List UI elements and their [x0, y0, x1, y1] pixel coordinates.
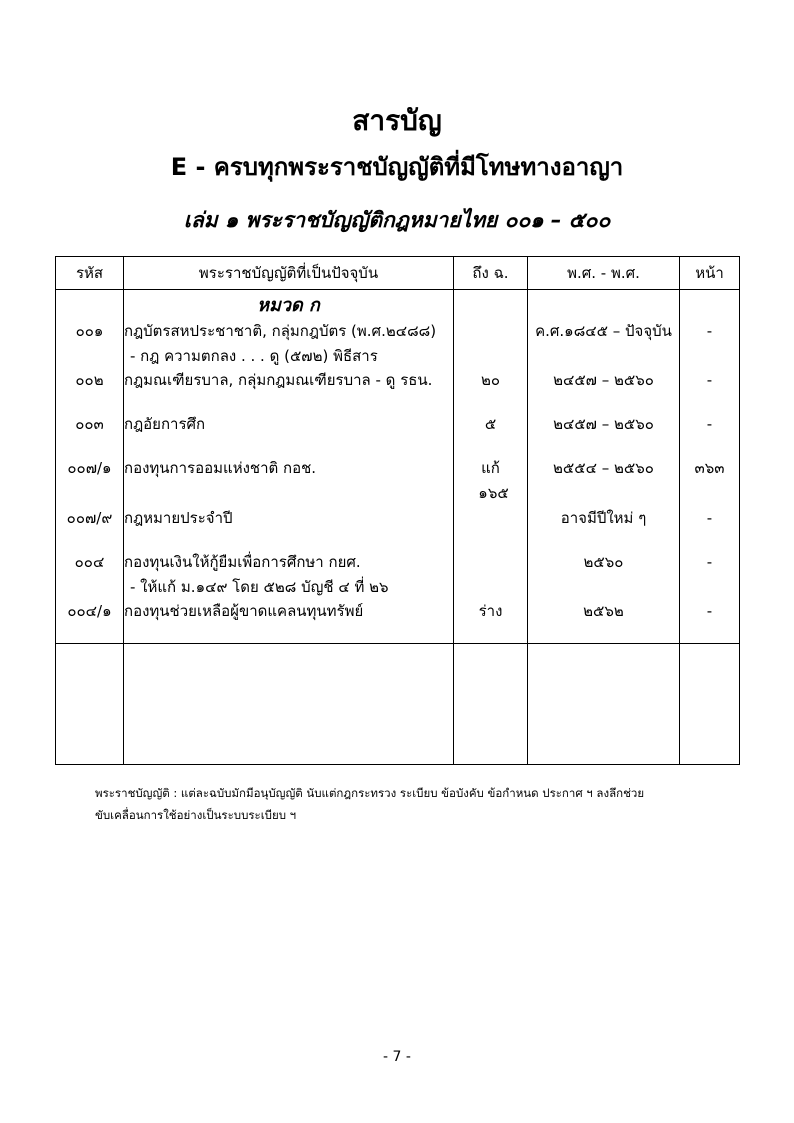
table-row — [56, 368, 740, 412]
table-header-row — [56, 256, 740, 289]
column-header-code: รหัส — [56, 256, 124, 289]
section-years-cell — [528, 289, 680, 319]
row-upto — [454, 319, 528, 369]
row-years: ๒๔๕๗ – ๒๕๖๐ — [528, 368, 680, 412]
row-upto — [454, 456, 528, 506]
row-years: ๒๕๖๒ — [528, 599, 680, 644]
empty-years-cell — [528, 644, 680, 765]
row-page: - — [680, 599, 740, 644]
row-page: ๓๖๓ — [680, 456, 740, 506]
empty-page-cell — [680, 644, 740, 765]
table-row — [56, 456, 740, 506]
row-upto: ร่าง — [454, 599, 528, 644]
row-upto-line2: ๑๖๕ — [478, 484, 509, 503]
row-upto-line1: แก้ — [481, 459, 500, 478]
row-years: ค.ศ.๑๘๔๕ – ปัจจุบัน — [528, 319, 680, 369]
column-header-years: พ.ศ. - พ.ศ. — [528, 256, 680, 289]
empty-upto-cell — [454, 644, 528, 765]
document-subtitle: E - ครบทุกพระราชบัญญัติที่มีโทษทางอาญา — [170, 153, 624, 181]
row-code: ๐๐๓ — [56, 412, 124, 456]
row-name-line1: กองทุนเงินให้กู้ยืมเพื่อการศึกษา กยศ. — [124, 552, 361, 571]
volume-heading: เล่ม ๑ พระราชบัญญัติกฎหมายไทย ๐๐๑ – ๕๐๐ — [183, 208, 611, 233]
empty-code-cell — [56, 644, 124, 765]
row-upto: ๕ — [454, 412, 528, 456]
row-name — [124, 319, 454, 369]
column-header-name: พระราชบัญญัติที่เป็นปัจจุบัน — [124, 256, 454, 289]
row-page: - — [680, 550, 740, 600]
row-name-line2: - ให้แก้ ม.๑๔๙ โดย ๕๒๘ บัญชี ๔ ที่ ๒๖ — [130, 577, 389, 596]
row-name — [124, 599, 454, 644]
footnote-line-2: ขับเคลื่อนการใช้อย่างเป็นระบบระเบียบ ฯ — [95, 808, 297, 823]
row-upto: ๒๐ — [454, 368, 528, 412]
row-years: ๒๕๖๐ — [528, 550, 680, 600]
footnote — [55, 783, 739, 827]
row-code: ๐๐๔ — [56, 550, 124, 600]
row-name — [124, 550, 454, 600]
row-name-line1: กฎหมายประจำปี — [124, 508, 233, 527]
page-title: สารบัญ — [352, 104, 442, 137]
row-years: อาจมีปีใหม่ ๆ — [528, 506, 680, 550]
row-page: - — [680, 412, 740, 456]
section-page-cell — [680, 289, 740, 319]
row-name — [124, 368, 454, 412]
title-block — [55, 0, 739, 238]
row-upto — [454, 506, 528, 550]
row-code: ๐๐๒ — [56, 368, 124, 412]
table-row — [56, 319, 740, 369]
row-page: - — [680, 319, 740, 369]
table-row — [56, 412, 740, 456]
section-code-cell — [56, 289, 124, 319]
column-header-page: หน้า — [680, 256, 740, 289]
section-title: หมวด ก — [124, 289, 454, 319]
row-code: ๐๐๔/๑ — [56, 599, 124, 644]
row-years: ๒๔๕๗ – ๒๕๖๐ — [528, 412, 680, 456]
table-row — [56, 599, 740, 644]
page-number: - 7 - — [383, 1049, 411, 1065]
row-upto — [454, 550, 528, 600]
row-name — [124, 456, 454, 506]
table-empty-space — [56, 644, 740, 765]
row-code: ๐๐๑ — [56, 319, 124, 369]
row-years: ๒๕๕๔ – ๒๕๖๐ — [528, 456, 680, 506]
row-name-line1: กองทุนช่วยเหลือผู้ขาดแคลนทุนทรัพย์ — [124, 602, 364, 621]
row-code: ๐๐๗/๙ — [56, 506, 124, 550]
row-name — [124, 506, 454, 550]
row-name-line2: - กฎ ความตกลง . . . ดู (๕๗๒) พิธีสาร — [130, 346, 378, 365]
column-header-upto: ถึง ฉ. — [454, 256, 528, 289]
row-name-line1: กองทุนการออมแห่งชาติ กอช. — [124, 459, 317, 478]
section-header-row — [56, 289, 740, 319]
footnote-line-1: พระราชบัญญัติ : แต่ละฉบับมักมีอนุบัญญัติ นับแต่กฎกระทรวง ระเบียบ ข้อบังคับ ข้อกำหนด ประกาศ ฯ ลงลึกช่วย — [95, 786, 645, 801]
row-page: - — [680, 368, 740, 412]
row-name — [124, 412, 454, 456]
row-code: ๐๐๗/๑ — [56, 456, 124, 506]
empty-name-cell — [124, 644, 454, 765]
row-name-line1: กฎมณเฑียรบาล, กลุ่มกฎมณเฑียรบาล - ดู รธน. — [124, 371, 433, 390]
section-upto-cell — [454, 289, 528, 319]
row-page: - — [680, 506, 740, 550]
table-row — [56, 506, 740, 550]
row-name-line1: กฎบัตรสหประชาชาติ, กลุ่มกฎบัตร (พ.ศ.๒๔๘๘) — [124, 321, 437, 340]
row-name-line1: กฎอัยการศึก — [124, 415, 206, 434]
table-row — [56, 550, 740, 600]
table-of-contents — [55, 256, 740, 766]
